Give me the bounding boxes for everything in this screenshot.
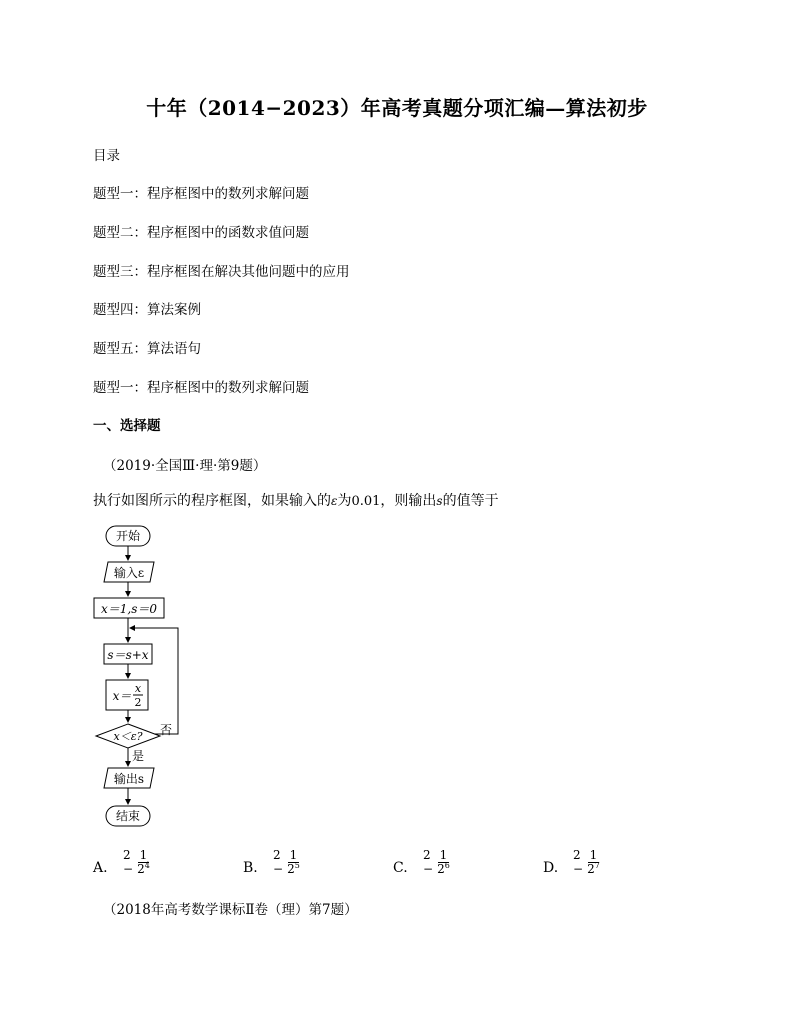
flow-decision-text: x＜ε? [113,730,143,743]
option-whole: 2 − [123,848,134,876]
toc-item-4[interactable]: 题型四：算法案例 [93,302,201,318]
question1-stem [93,490,499,510]
option-exponent: 5 [294,860,300,870]
toc-heading: 目录 [93,148,120,164]
flow-input-text: 输入ε [113,566,145,580]
option-base: 2 [437,861,445,876]
flow-update-x-num: x [134,682,142,695]
option-base: 2 [137,861,145,876]
flow-no-label: 否 [160,723,173,737]
question2-source: （2018年高考数学课标Ⅱ卷（理）第7题） [103,902,358,918]
option-whole: 2 − [573,848,584,876]
toc-item-2[interactable]: 题型二：程序框图中的函数求值问题 [93,225,309,241]
option-exponent: 6 [444,860,450,870]
toc-item-1[interactable]: 题型一：程序框图中的数列求解问题 [93,186,309,202]
option-expression [123,848,150,876]
option-exponent: 7 [594,860,600,870]
option-base: 2 [287,861,295,876]
stem-part4: 的值等于 [442,493,499,509]
toc-item-3[interactable]: 题型三：程序框图在解决其他问题中的应用 [93,264,350,280]
option-label: B. [243,860,258,876]
option-exponent: 4 [144,860,150,870]
flow-update-x-lhs: x＝ [112,689,132,703]
option-expression [273,848,300,876]
toc-item-5[interactable]: 题型五：算法语句 [93,341,201,357]
stem-part2: 为 [337,493,352,509]
flow-update-s-text: s＝s+x [107,648,149,662]
section-heading: 题型一：程序框图中的数列求解问题 [93,380,309,396]
option-numerator: 1 [289,847,298,862]
option-base: 2 [587,861,595,876]
page-title: 十年（2014−2023）年高考真题分项汇编—算法初步 [146,96,648,120]
option-whole: 2 − [273,848,284,876]
option-label: C. [393,860,408,876]
stem-value: 0.01 [351,494,381,509]
option-numerator: 1 [589,847,598,862]
stem-var-s: s [436,494,443,508]
flowchart [88,522,198,834]
option-label: D. [543,860,559,876]
stem-part1: 执行如图所示的程序框图，如果输入的 [93,493,331,509]
option-numerator: 1 [439,847,448,862]
flow-output-text: 输出s [113,772,145,786]
option-whole: 2 − [423,848,434,876]
subsection-heading: 一、选择题 [93,418,161,434]
stem-var-eps: ε [331,494,338,508]
option-expression [573,848,600,876]
option-numerator: 1 [139,847,148,862]
stem-part3: ，则输出 [380,493,437,509]
flow-init-text: x＝1,s＝0 [100,602,158,616]
flow-start-text: 开始 [115,529,141,543]
flow-update-x-den: 2 [134,696,142,709]
flow-end-text: 结束 [115,809,141,823]
flow-yes-label: 是 [132,749,145,763]
option-label: A. [93,860,108,876]
option-expression [423,848,450,876]
question1-source: （2019·全国Ⅲ·理·第9题） [103,458,267,474]
